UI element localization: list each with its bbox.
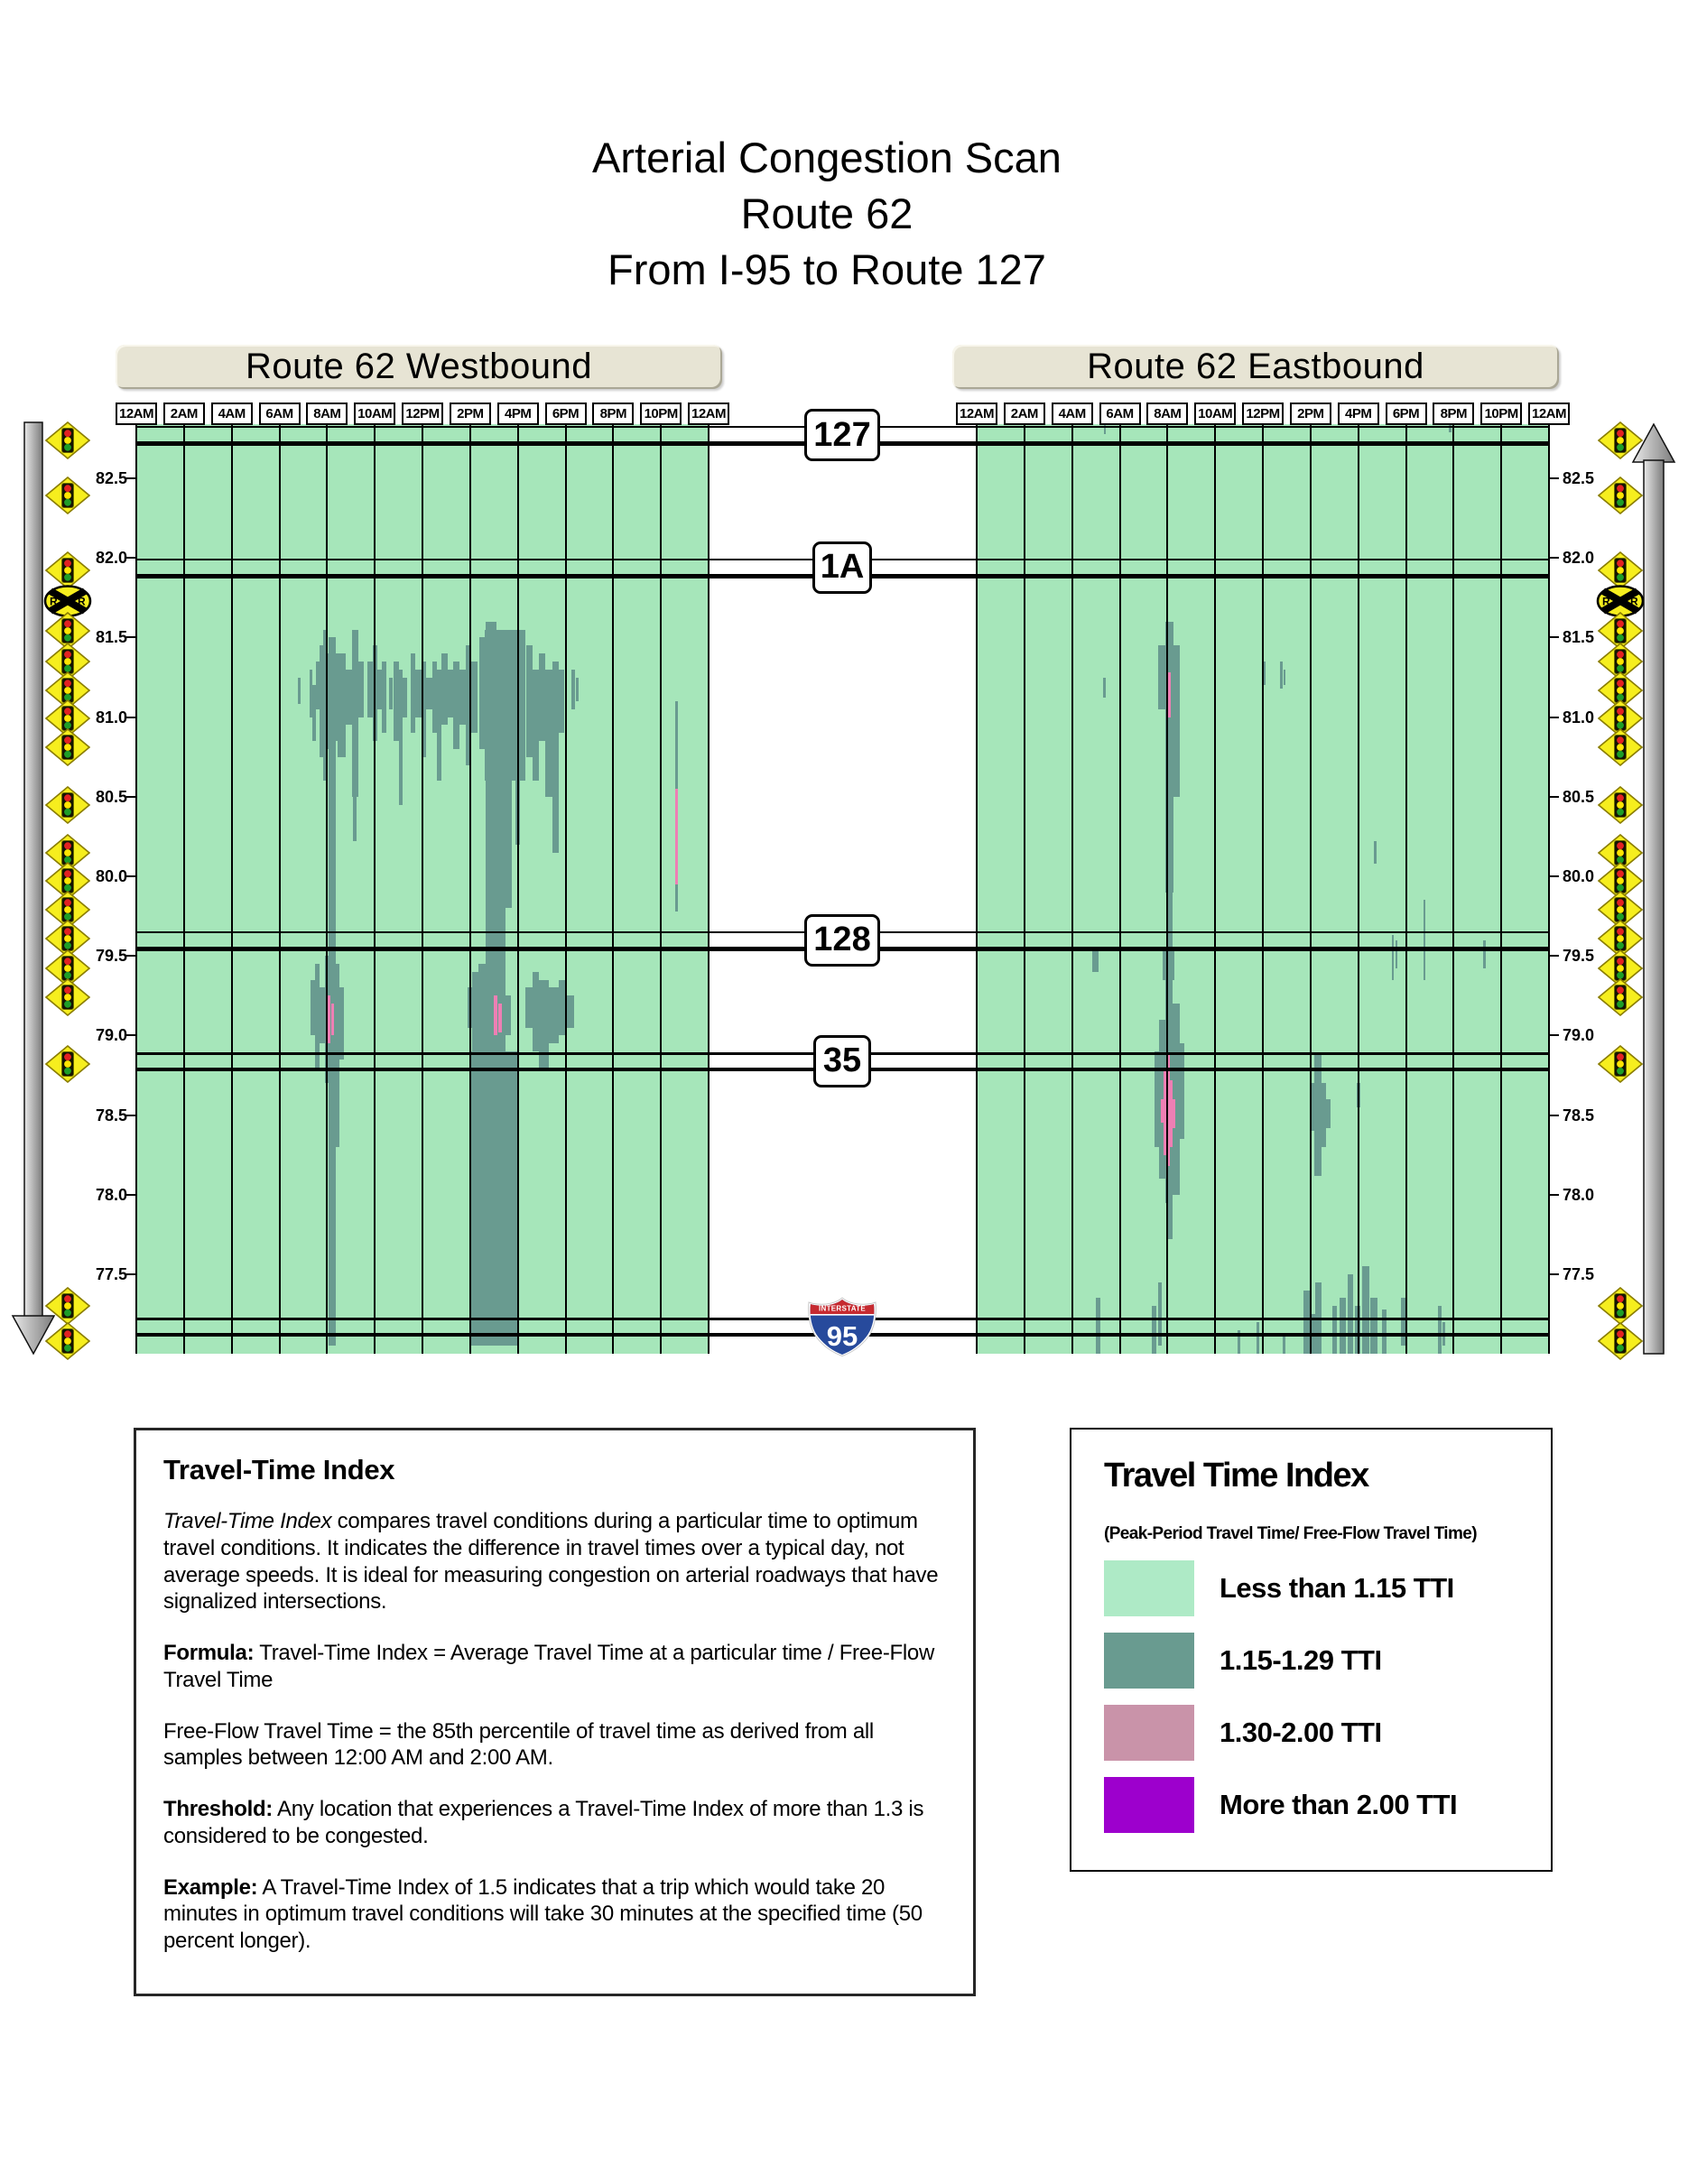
mile-label: 81.5: [1563, 628, 1595, 647]
legend-items: [1104, 1560, 1518, 1833]
legend-row: [1104, 1560, 1518, 1616]
mile-label: 79.0: [1563, 1026, 1595, 1045]
svg-text:R: R: [50, 595, 58, 608]
mile-tick: [1549, 1115, 1559, 1116]
tti-description-heading: Travel-Time Index: [163, 1454, 395, 1485]
time-gridline: [1405, 424, 1407, 1354]
mile-tick: [126, 1194, 136, 1196]
mile-tick: [1549, 717, 1559, 718]
time-label: 4PM: [1338, 403, 1379, 425]
state-route-shield: 35: [813, 1035, 871, 1087]
time-gridline: [1548, 424, 1550, 1354]
time-label: 8AM: [306, 403, 348, 425]
congestion-segment: [382, 662, 386, 733]
title-box: [27, 106, 1627, 321]
congestion-segment: [1362, 1266, 1369, 1354]
time-label: 12PM: [1242, 403, 1284, 425]
legend-subtitle: (Peak-Period Travel Time/ Free-Flow Travel Time): [1104, 1524, 1477, 1543]
mile-tick: [126, 477, 136, 479]
congestion-segment: [545, 670, 552, 797]
tti-freeflow-paragraph: [163, 1718, 946, 1772]
congestion-segment: [1392, 935, 1395, 979]
mile-tick: [1549, 955, 1559, 957]
congestion-segment: [1303, 1291, 1310, 1354]
mile-label: 81.0: [1563, 708, 1595, 726]
time-gridline: [660, 424, 662, 1354]
mile-label: 79.5: [95, 947, 127, 966]
congestion-segment: [470, 1051, 518, 1346]
mile-tick: [126, 717, 136, 718]
mile-tick: [1549, 1034, 1559, 1036]
tti-example-paragraph: [163, 1874, 946, 1955]
legend-label: 1.15-1.29 TTI: [1220, 1644, 1382, 1676]
mile-label: 80.0: [95, 867, 127, 885]
legend-label: More than 2.00 TTI: [1220, 1789, 1458, 1820]
congestion-segment: [346, 670, 352, 726]
congestion-segment: [459, 670, 466, 726]
time-label: 12AM: [116, 403, 157, 425]
title-line-3: From I-95 to Route 127: [607, 245, 1046, 294]
mile-label: 78.0: [95, 1185, 127, 1204]
congestion-segment: [533, 972, 540, 1051]
time-label: 10AM: [354, 403, 395, 425]
time-label: 10AM: [1194, 403, 1236, 425]
time-gridline: [374, 424, 376, 1354]
congestion-segment: [1340, 1298, 1347, 1354]
time-gridline: [1071, 424, 1073, 1354]
time-gridline: [1214, 424, 1216, 1354]
congestion-segment: [494, 995, 497, 1035]
congestion-segment: [331, 1004, 334, 1035]
mile-tick: [126, 1273, 136, 1275]
time-label: 6PM: [545, 403, 587, 425]
svg-text:R: R: [1602, 595, 1610, 608]
congestion-segment: [1173, 645, 1180, 797]
mile-label: 77.5: [95, 1265, 127, 1283]
congestion-segment: [1332, 1306, 1337, 1354]
congestion-segment: [448, 670, 454, 717]
time-gridline: [279, 424, 281, 1354]
tti-formula-text: Travel-Time Index = Average Travel Time at a particular time / Free-Flow Travel Time: [163, 1641, 935, 1692]
time-label: 6AM: [1099, 403, 1141, 425]
time-gridline: [183, 424, 185, 1354]
congestion-segment: [338, 653, 346, 757]
congestion-segment: [426, 678, 432, 709]
congestion-segment: [1424, 900, 1426, 979]
svg-text:R: R: [1630, 595, 1638, 608]
time-label: 2PM: [450, 403, 491, 425]
mile-label: 78.5: [95, 1106, 127, 1124]
congestion-segment: [339, 987, 344, 1059]
mile-tick: [1549, 1194, 1559, 1196]
time-gridline: [1500, 424, 1502, 1354]
time-gridline: [1358, 424, 1359, 1354]
tti-freeflow-text: Free-Flow Travel Time = the 85th percentile of travel time as derived from all samples between 12:00 AM and 2:00 AM.: [163, 1718, 874, 1771]
legend-row: [1104, 1633, 1518, 1689]
time-gridline: [326, 424, 328, 1354]
mile-label: 77.5: [1563, 1265, 1595, 1283]
mile-label: 79.0: [95, 1026, 127, 1045]
congestion-segment: [1348, 1274, 1354, 1354]
mile-label: 78.0: [1563, 1185, 1595, 1204]
mile-tick: [1549, 875, 1559, 877]
congestion-segment: [552, 662, 559, 853]
congestion-segment: [358, 662, 365, 717]
congestion-segment: [403, 678, 407, 717]
time-label: 6PM: [1386, 403, 1427, 425]
congestion-segment: [1158, 645, 1165, 709]
congestion-segment: [549, 987, 559, 1043]
time-label: 8PM: [592, 403, 634, 425]
time-gridline: [1262, 424, 1264, 1354]
direction-arrow-up-icon: [1623, 421, 1681, 1359]
time-gridline: [469, 424, 471, 1354]
congestion-segment: [526, 645, 533, 756]
mile-tick: [1549, 557, 1559, 559]
time-gridline: [565, 424, 567, 1354]
mile-tick: [126, 796, 136, 798]
tti-definition-text: compares travel conditions during a particular time to optimum travel conditions. It indicates the difference in travel times over a typical day, not average speeds. It is ideal for measuring congestion on arterial roadways that have signalized intersections.: [163, 1509, 939, 1615]
congestion-segment: [1096, 1298, 1100, 1354]
svg-text:95: 95: [826, 1320, 858, 1353]
time-label: 2AM: [1004, 403, 1045, 425]
congestion-segment: [441, 653, 448, 725]
time-label: 4AM: [211, 403, 253, 425]
tti-threshold-paragraph: [163, 1796, 946, 1850]
congestion-segment: [1173, 1099, 1175, 1128]
tti-threshold-label: Threshold:: [163, 1797, 273, 1821]
time-label: 12AM: [1528, 403, 1570, 425]
congestion-segment: [675, 884, 678, 912]
congestion-segment: [415, 670, 422, 717]
congestion-segment: [505, 995, 510, 1035]
mile-tick: [1549, 477, 1559, 479]
congestion-segment: [298, 678, 301, 705]
time-gridline: [231, 424, 233, 1354]
congestion-segment: [1152, 1306, 1156, 1354]
congestion-segment: [1483, 940, 1486, 969]
congestion-segment: [1103, 678, 1106, 699]
congestion-segment: [472, 972, 478, 1060]
congestion-segment: [389, 678, 393, 709]
time-label: 12AM: [688, 403, 729, 425]
congestion-segment: [1326, 1099, 1331, 1128]
legend-box: [1070, 1428, 1553, 1872]
tti-example-label: Example:: [163, 1874, 258, 1900]
congestion-segment: [675, 789, 678, 884]
svg-text:R: R: [78, 595, 86, 608]
time-label: 4AM: [1052, 403, 1093, 425]
legend-row: [1104, 1705, 1518, 1761]
congestion-segment: [1449, 424, 1451, 432]
time-gridline: [135, 424, 137, 1354]
title-line-1: Arterial Congestion Scan: [592, 133, 1062, 181]
mile-label: 82.0: [1563, 549, 1595, 568]
congestion-segment: [498, 1004, 502, 1032]
title-line-2: Route 62: [740, 189, 914, 237]
legend-title: Travel Time Index: [1104, 1457, 1368, 1495]
congestion-segment: [571, 670, 575, 709]
time-gridline: [422, 424, 423, 1354]
mile-label: 80.5: [1563, 787, 1595, 806]
mile-tick: [126, 1034, 136, 1036]
time-label: 4PM: [497, 403, 539, 425]
westbound-panel-header: Route 62 Westbound: [116, 345, 722, 389]
time-gridline: [1452, 424, 1454, 1354]
time-gridline: [1310, 424, 1312, 1354]
eastbound-panel-header: Route 62 Eastbound: [952, 345, 1559, 389]
state-route-shield: 127: [804, 409, 880, 461]
congestion-segment: [1163, 948, 1174, 979]
congestion-segment: [1438, 1306, 1442, 1354]
interstate-95-shield: [807, 1297, 877, 1356]
tti-definition-lead: Travel-Time Index: [163, 1509, 332, 1533]
congestion-segment: [332, 964, 339, 1107]
congestion-segment: [1370, 1298, 1377, 1354]
congestion-segment: [471, 662, 478, 733]
congestion-segment: [1257, 1322, 1259, 1354]
time-label: 2PM: [1290, 403, 1331, 425]
time-label: 2AM: [163, 403, 205, 425]
legend-label: 1.30-2.00 TTI: [1220, 1717, 1382, 1748]
congestion-segment: [1374, 841, 1377, 864]
congestion-segment: [352, 630, 358, 797]
mile-tick: [126, 636, 136, 638]
mile-label: 81.5: [95, 628, 127, 647]
congestion-segment: [576, 678, 579, 701]
mile-tick: [126, 557, 136, 559]
congestion-segment: [1314, 1055, 1322, 1176]
state-route-shield: 128: [804, 914, 880, 967]
legend-swatch: [1104, 1560, 1194, 1616]
time-gridline: [1166, 424, 1168, 1354]
time-gridline: [1024, 424, 1025, 1354]
congestion-segment: [675, 701, 678, 789]
mile-tick: [1549, 1273, 1559, 1275]
mile-tick: [126, 1115, 136, 1116]
congestion-segment: [1180, 1043, 1184, 1139]
congestion-segment: [1280, 662, 1283, 689]
direction-arrow-down-icon: [7, 421, 61, 1359]
time-label: 10PM: [1480, 403, 1522, 425]
congestion-segment: [1382, 1309, 1387, 1354]
mile-label: 82.5: [1563, 469, 1595, 487]
time-gridline: [1119, 424, 1121, 1354]
mile-label: 82.5: [95, 469, 127, 487]
congestion-segment: [1283, 1335, 1285, 1354]
mile-label: 78.5: [1563, 1106, 1595, 1124]
legend-row: [1104, 1777, 1518, 1833]
tti-threshold-text: Any location that experiences a Travel-Time Index of more than 1.3 is considered to be congested.: [163, 1797, 924, 1848]
congestion-segment: [1284, 670, 1285, 686]
time-gridline: [708, 424, 710, 1354]
time-label: 12PM: [402, 403, 443, 425]
mile-tick: [126, 875, 136, 877]
congestion-segment: [533, 670, 540, 781]
legend-label: Less than 1.15 TTI: [1220, 1572, 1454, 1604]
tti-description-box: [134, 1428, 976, 1996]
mile-tick: [1549, 636, 1559, 638]
congestion-segment: [566, 995, 574, 1027]
svg-text:INTERSTATE: INTERSTATE: [818, 1304, 867, 1313]
tti-definition-paragraph: [163, 1508, 946, 1615]
tti-formula-paragraph: [163, 1640, 946, 1694]
congestion-segment: [505, 781, 512, 908]
time-label: 6AM: [259, 403, 301, 425]
congestion-segment: [453, 662, 459, 749]
congestion-segment: [478, 964, 486, 1075]
tti-formula-label: Formula:: [163, 1641, 255, 1665]
mile-label: 80.0: [1563, 867, 1595, 885]
mile-label: 81.0: [95, 708, 127, 726]
congestion-segment: [486, 980, 493, 1051]
time-label: 10PM: [640, 403, 682, 425]
tti-example-text: A Travel-Time Index of 1.5 indicates that a trip which would take 20 minutes in optimum travel conditions will take 30 minutes at the specified time (50 percent longer).: [163, 1874, 923, 1953]
state-route-shield: 1A: [812, 541, 872, 594]
time-gridline: [976, 424, 978, 1354]
legend-swatch: [1104, 1777, 1194, 1833]
mile-tick: [1549, 796, 1559, 798]
time-label: 12AM: [956, 403, 997, 425]
mile-label: 80.5: [95, 787, 127, 806]
time-gridline: [517, 424, 519, 1354]
congestion-segment: [559, 670, 565, 734]
mile-label: 82.0: [95, 549, 127, 568]
congestion-segment: [525, 987, 533, 1027]
mile-label: 79.5: [1563, 947, 1595, 966]
time-label: 8AM: [1146, 403, 1188, 425]
legend-swatch: [1104, 1633, 1194, 1689]
congestion-segment: [334, 1107, 339, 1147]
congestion-segment: [539, 653, 545, 741]
congestion-segment: [353, 797, 357, 841]
congestion-segment: [1396, 940, 1397, 969]
mile-tick: [126, 955, 136, 957]
legend-swatch: [1104, 1705, 1194, 1761]
time-gridline: [612, 424, 614, 1354]
time-label: 8PM: [1433, 403, 1474, 425]
